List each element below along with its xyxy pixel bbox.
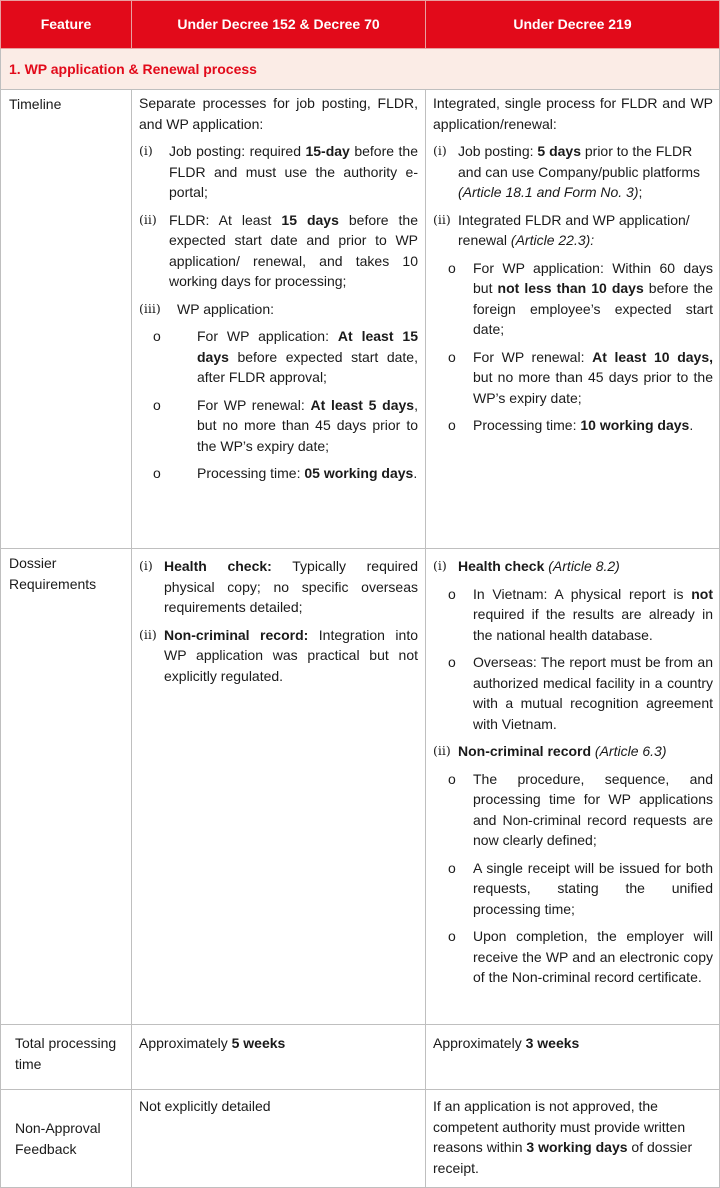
total-new: Approximately 3 weeks bbox=[426, 1025, 720, 1090]
timeline-old-cell bbox=[132, 90, 426, 549]
total-old: Approximately 5 weeks bbox=[132, 1025, 426, 1090]
nonapproval-feature: Non-Approval Feedback bbox=[1, 1090, 132, 1188]
total-feature: Total processing time bbox=[1, 1025, 132, 1090]
timeline-new-bullet-2: o For WP renewal: At least 10 days, but no more than 45 days prior to the WP’s expiry date; bbox=[448, 348, 713, 406]
dossier-feature: Dossier Requirements bbox=[1, 549, 132, 1025]
timeline-feature: Timeline bbox=[1, 90, 132, 549]
timeline-new-intro: Integrated, single process for FLDR and WP application/renewal: bbox=[433, 95, 713, 132]
dossier-new-item-2: (ii) Non-criminal record (Article 6.3) bbox=[433, 743, 667, 759]
total-row bbox=[1, 1025, 720, 1090]
dossier-new-bullet-5: o Upon completion, the employer will receive the WP and an electronic copy of the Non-criminal record certificate. bbox=[448, 928, 713, 985]
timeline-new-bullet-1: o For WP application: Within 60 days but not less than 10 days before the foreign employee’s expected start date; bbox=[448, 259, 713, 337]
dossier-row bbox=[1, 549, 720, 1025]
nonapproval-old: Not explicitly detailed bbox=[132, 1090, 426, 1188]
timeline-row bbox=[1, 90, 720, 549]
nonapproval-row bbox=[1, 1090, 720, 1188]
nonapproval-new: If an application is not approved, the competent authority must provide written reasons within 3 working days of dossier receipt. bbox=[426, 1090, 720, 1188]
timeline-new-cell bbox=[426, 90, 720, 549]
timeline-old-bullet-2: o For WP renewal: At least 5 days, but no more than 45 days prior to the WP’s expiry date; bbox=[153, 396, 418, 454]
timeline-old-item-1: (i) Job posting: required 15-day before the FLDR and must use the authority e-portal; bbox=[139, 143, 419, 200]
header-feature: Feature bbox=[1, 1, 132, 49]
dossier-new-item-1: (i) Health check (Article 8.2) bbox=[433, 558, 620, 574]
timeline-old-bullet-3: o Processing time: 05 working days. bbox=[153, 465, 418, 481]
timeline-old-item-3: (iii) WP application: bbox=[139, 300, 275, 317]
timeline-old-item-2: (ii) FLDR: At least 15 days before the expected start date and prior to WP application/ renewal, and takes 10 working days for processing; bbox=[139, 211, 419, 289]
dossier-old-item-2: (ii) Non-criminal record: Integration into WP application was practical but not explicitly regulated. bbox=[139, 626, 418, 684]
dossier-new-bullet-1: o In Vietnam: A physical report is not required if the results are already in the national health database. bbox=[448, 585, 713, 643]
section-title: 1. WP application & Renewal process bbox=[1, 49, 720, 90]
header-old-decree: Under Decree 152 & Decree 70 bbox=[132, 1, 426, 49]
timeline-new-bullet-3: o Processing time: 10 working days. bbox=[448, 417, 694, 433]
timeline-new-item-1: (i) Job posting: 5 days prior to the FLDR and can use Company/public platforms (Article 18.1 and Form No. 3); bbox=[433, 143, 701, 200]
timeline-old-bullet-1: o For WP application: At least 15 days before expected start date, after FLDR approval; bbox=[153, 328, 418, 385]
dossier-old-cell bbox=[132, 549, 426, 1025]
header-new-decree: Under Decree 219 bbox=[426, 1, 720, 49]
section-row bbox=[1, 49, 720, 90]
dossier-new-cell bbox=[426, 549, 720, 1025]
dossier-new-bullet-3: o The procedure, sequence, and processing time for WP applications and Non-criminal record requests are now clearly defined; bbox=[448, 770, 713, 848]
dossier-new-bullet-4: o A single receipt will be issued for both requests, stating the unified processing time; bbox=[448, 859, 713, 917]
dossier-new-bullet-2: o Overseas: The report must be from an authorized medical facility in a country with a mutual recognition agreement with Vietnam. bbox=[448, 654, 713, 732]
header-row bbox=[1, 1, 720, 49]
timeline-new-item-2: (ii) Integrated FLDR and WP application/ renewal (Article 22.3): bbox=[433, 211, 690, 248]
dossier-old-item-1: (i) Health check: Typically required physical copy; no specific overseas requirements detailed; bbox=[139, 558, 418, 615]
timeline-old-intro: Separate processes for job posting, FLDR, and WP application: bbox=[139, 95, 418, 132]
